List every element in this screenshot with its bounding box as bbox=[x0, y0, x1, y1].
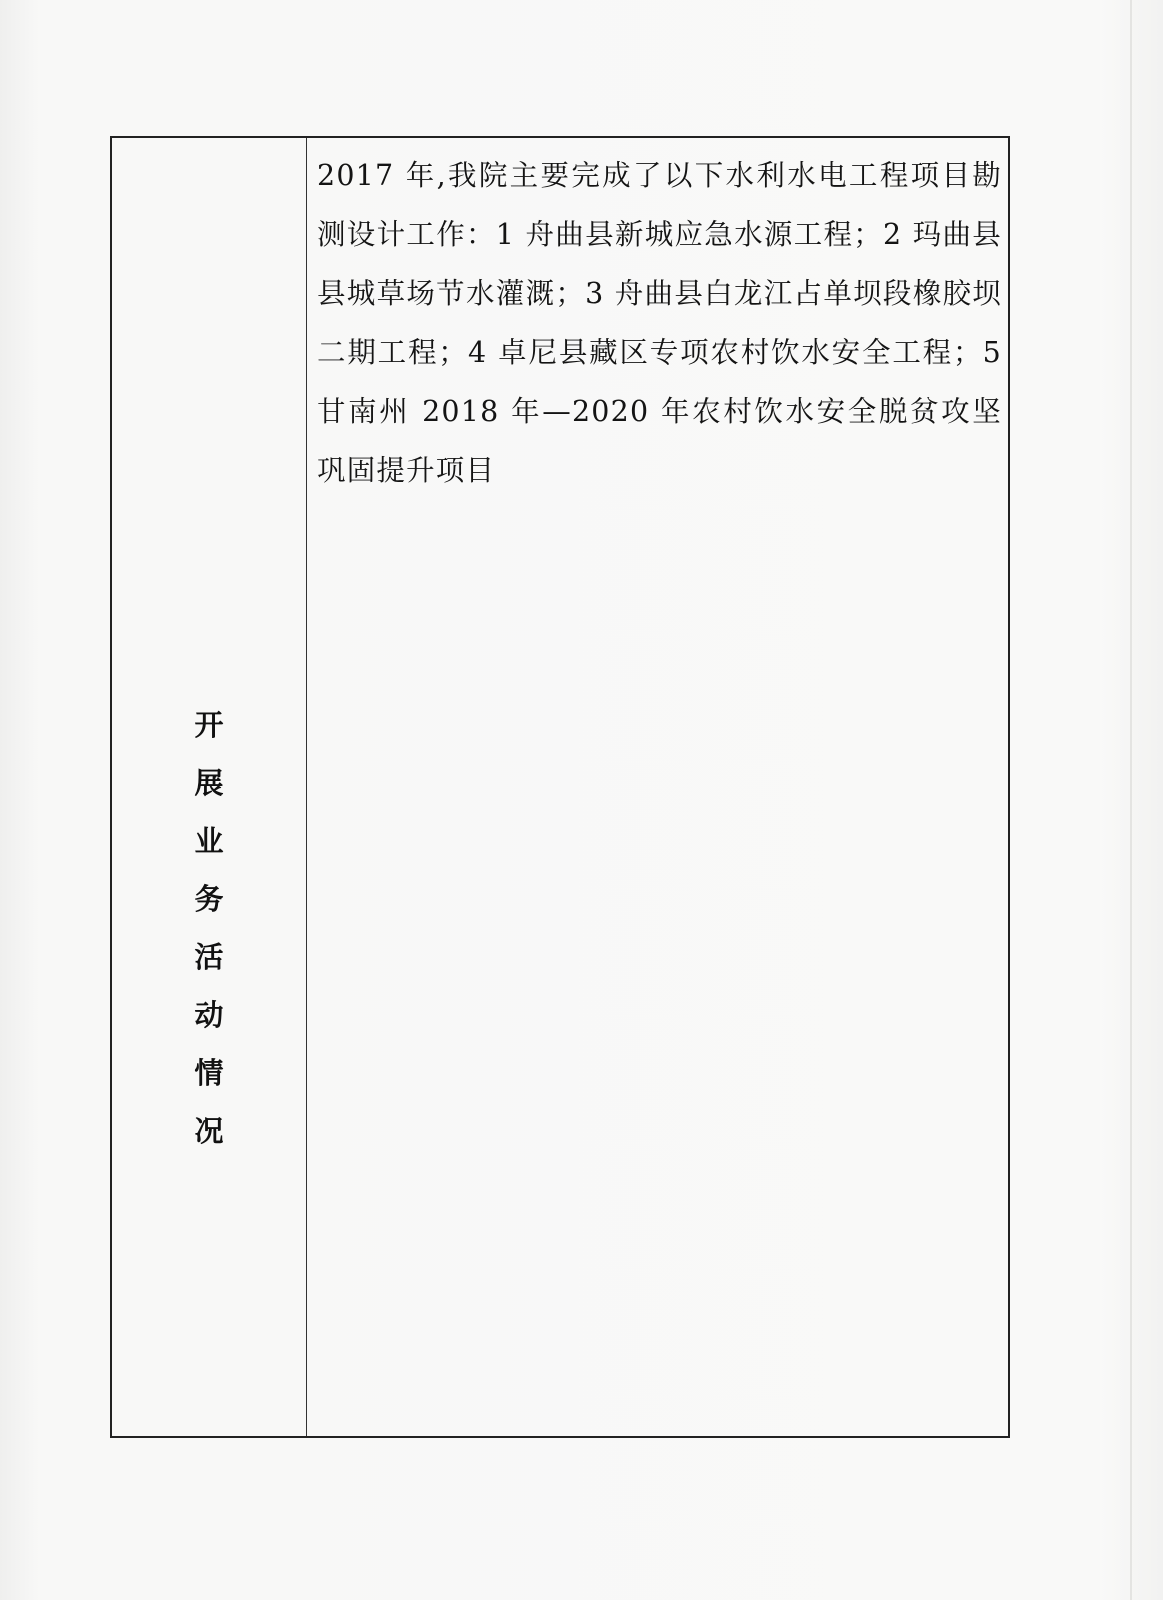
label-char: 情 bbox=[194, 1056, 224, 1090]
label-char: 业 bbox=[194, 824, 224, 858]
label-cell bbox=[112, 138, 307, 1436]
activity-description: 2017 年,我院主要完成了以下水利水电工程项目勘测设计工作：1 舟曲县新城应急水源工程；2 玛曲县县城草场节水灌溉；3 舟曲县白龙江占单坝段橡胶坝二期工程；4 卓尼县藏区专项农村饮水安全工程；5 甘南州 2018 年—2020 年农村饮水安全脱贫攻坚巩固提升项目 bbox=[317, 159, 1002, 487]
business-activity-table bbox=[110, 136, 1010, 1438]
vertical-label bbox=[112, 696, 306, 1160]
label-char: 展 bbox=[194, 766, 224, 800]
label-char: 务 bbox=[194, 882, 224, 916]
label-char: 动 bbox=[194, 998, 224, 1032]
content-cell bbox=[307, 138, 1008, 1436]
page-edge bbox=[1130, 0, 1132, 1600]
label-char: 活 bbox=[194, 940, 224, 974]
label-char: 开 bbox=[194, 708, 224, 742]
label-char: 况 bbox=[194, 1114, 224, 1148]
